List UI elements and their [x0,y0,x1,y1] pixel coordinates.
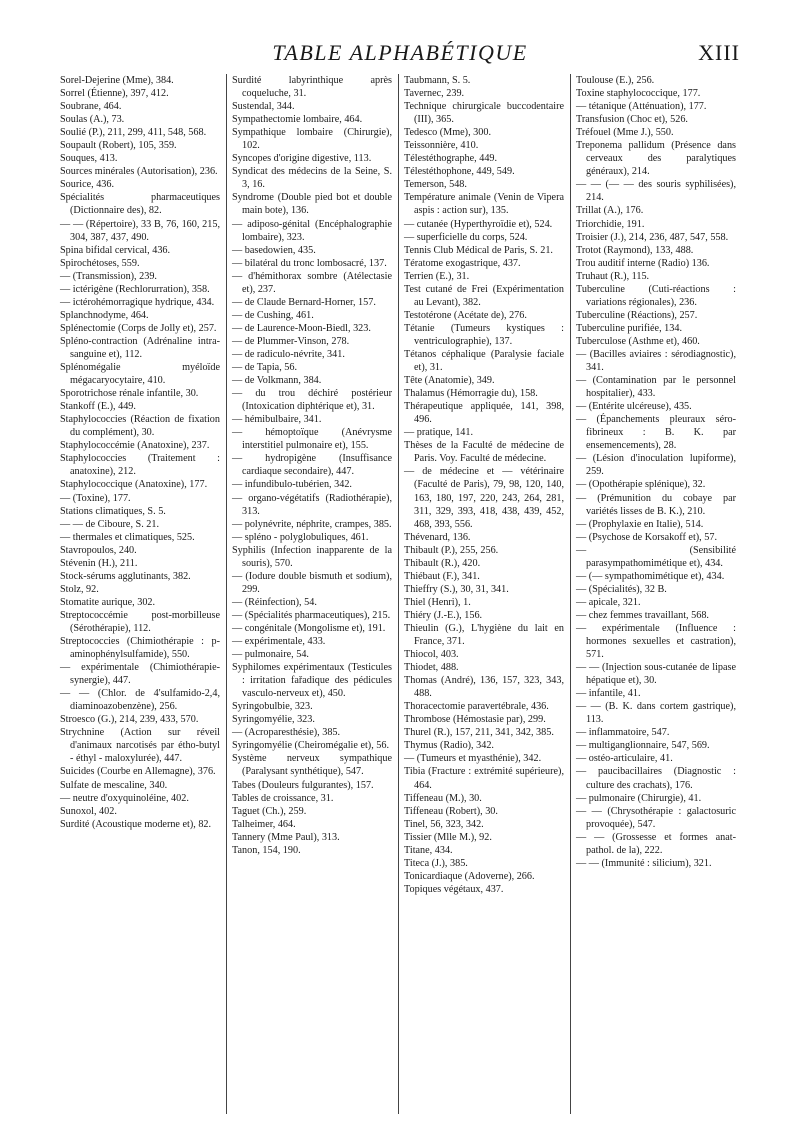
index-entry: — (Psychose de Korsakoff et), 57. [576,531,717,543]
index-entry: Tonicardiaque (Adoverne), 266. [404,870,535,882]
index-column-1 [60,74,220,831]
index-entry: Surdité (Acoustique moderne et), 82. [60,818,212,830]
index-entry: Syringobulbie, 323. [232,701,313,713]
index-entry: Tabes (Douleurs fulgurantes), 157. [232,779,374,791]
index-entry: Troisier (J.), 214, 236, 487, 547, 558. [576,231,729,243]
index-entry: — — (Chlor. de 4'sulfamido-2,4, diaminoazobenzène), 256. [60,688,220,713]
index-entry: Strychnine (Action sur réveil d'animaux narcotisés par étho-butyl - éthyl - maloxylurée), 447. [60,727,220,765]
index-entry: Truhaut (R.), 115. [576,270,650,282]
index-entry: Soupault (Robert), 105, 359. [60,140,177,152]
index-entry: — de Claude Bernard-Horner, 157. [232,296,376,308]
index-entry: Tennis Club Médical de Paris, S. 21. [404,244,553,256]
index-entry: — (Acroparesthésie), 385. [232,727,341,739]
index-entry: — (Spécialités), 32 B. [576,583,667,595]
index-entry: Surdité labyrinthique après coqueluche, 31. [232,75,392,100]
index-entry: — hémibulbaire, 341. [232,414,322,426]
index-entry: Testotérone (Acétate de), 276. [404,309,527,321]
index-entry: Tuberculine (Cuti-réactions : variations régionales), 236. [576,283,736,308]
index-entry: — de Plummer-Vinson, 278. [232,335,350,347]
index-entry: — polynévrite, néphrite, crampes, 385. [232,518,392,530]
index-entry: — (Sensibilité parasympathomimétique et), 434. [576,544,736,569]
index-entry: Stroesco (G.), 214, 239, 433, 570. [60,714,199,726]
index-entry: — (Toxine), 177. [60,492,131,504]
index-entry: Treponema pallidum (Présence dans cerveaux des paralytiques généraux), 214. [576,140,736,178]
index-entry: Thiel (Henri), 1. [404,596,471,608]
index-entry: Soulas (A.), 73. [60,114,125,126]
index-entry: — (Prophylaxie en Italie), 514. [576,518,704,530]
index-entry: Thieulin (G.), L'hygiène du lait en France, 371. [404,622,564,648]
index-entry: — (Entérite ulcéreuse), 435. [576,401,692,413]
index-entry: — hémoptoïque (Anévrysme interstitiel pulmonaire et), 155. [232,427,392,452]
index-entry: — congénitale (Mongolisme et), 191. [232,622,386,634]
index-columns [60,74,740,1124]
index-entry: Talheimer, 464. [232,818,296,830]
index-entry: — multiganglionnaire, 547, 569. [576,740,710,752]
index-entry: Télestéthographe, 449. [404,153,498,165]
index-entry: Tanon, 154, 190. [232,844,301,856]
index-entry: Thrombose (Hémostasie par), 299. [404,714,546,726]
index-entry: — de Tapia, 56. [232,362,298,374]
index-entry: Tinel, 56, 323, 342. [404,818,484,830]
index-entry: — (Lésion d'inoculation lupiforme), 259. [576,453,736,478]
index-entry: — — (Injection sous-cutanée de lipase hépatique et), 30. [576,662,736,687]
index-entry: Staphylococcies (Traitement : anatoxine), 212. [60,453,220,478]
column-divider [226,74,227,1114]
index-entry: — pulmonaire (Chirurgie), 41. [576,792,702,804]
index-entry: Sympathique lombaire (Chirurgie), 102. [232,127,392,152]
index-entry: Tuberculose (Asthme et), 460. [576,335,700,347]
index-entry: Staphylococcémie (Anatoxine), 237. [60,440,210,452]
index-entry: Télestéthophone, 449, 549. [404,166,515,178]
index-entry: Temerson, 548. [404,179,467,191]
index-entry: Trou auditif interne (Radio) 136. [576,257,710,269]
index-entry: — — (— — des souris syphilisées), 214. [576,179,736,204]
page-header [60,36,740,70]
index-column-2 [232,74,392,857]
index-entry: Stations climatiques, S. 5. [60,505,166,517]
index-entry: Sourice, 436. [60,179,115,191]
index-entry: — (Épanchements pleuraux séro-fibrineux : B. K. par ensemencements), 28. [576,414,736,452]
index-entry: Thieffry (S.), 30, 31, 341. [404,583,509,595]
index-entry: Sympathectomie lombaire, 464. [232,114,363,126]
index-entry: — expérimentale (Chimiothérapie-synergie), 447. [60,662,220,687]
index-entry: Tannery (Mme Paul), 313. [232,831,340,843]
index-entry: — (Opothérapie splénique), 32. [576,479,706,491]
index-entry: Sorrel (Étienne), 397, 412. [60,88,169,100]
index-entry: — pulmonaire, 54. [232,649,309,661]
index-entry: Tératome exogastrique, 437. [404,257,521,269]
index-entry: Thibault (P.), 255, 256. [404,544,499,556]
index-entry: Sulfate de mescaline, 340. [60,779,168,791]
index-entry: — — (Répertoire), 33 B, 76, 160, 215, 304, 387, 437, 490. [60,218,220,243]
index-entry: Syphilis (Infection inapparente de la souris), 570. [232,544,392,569]
index-entry: Tétanie (Tumeurs kystiques : ventriculographie), 137. [404,322,564,347]
index-entry: Stock-sérums agglutinants, 382. [60,570,191,582]
index-entry: Thurel (R.), 157, 211, 341, 342, 385. [404,727,554,739]
index-entry: — (Iodure double bismuth et sodium), 299. [232,570,392,595]
index-entry: Température animale (Venin de Vipera aspis : action sur), 135. [404,192,564,217]
index-entry: Thomas (André), 136, 157, 323, 343, 488. [404,675,564,700]
index-entry: Sporotrichose rénale infantile, 30. [60,388,199,400]
index-entry: Test cutané de Frei (Expérimentation au Levant), 382. [404,283,564,308]
index-entry: Toulouse (E.), 256. [576,75,655,86]
index-entry: Spléno-contraction (Adrénaline intra-sanguine et), 112. [60,335,220,360]
index-entry: Spirochétoses, 559. [60,257,140,269]
index-entry: Stomatite aurique, 302. [60,596,156,608]
index-entry: Sustendal, 344. [232,101,295,113]
index-entry: Technique chirurgicale buccodentaire (III), 365. [404,101,564,126]
index-entry: Staphylococcies (Réaction de fixation du complément), 30. [60,414,220,439]
index-entry: — thermales et climatiques, 525. [60,531,195,543]
index-entry: — superficielle du corps, 524. [404,231,528,243]
index-entry: Triorchidie, 191. [576,218,645,230]
index-entry: — chez femmes travaillant, 568. [576,609,709,621]
index-entry: Système nerveux sympathique (Paralysant synthétique), 547. [232,753,392,778]
index-entry: — de médecine et — vétérinaire (Faculté de Paris), 79, 98, 120, 140, 163, 180, 197, 220, 243, 264, 281, 311, 329, 393, 418, 438, 439, 452, 468, 393, 556. [404,466,564,530]
index-entry: Trillat (A.), 176. [576,205,644,217]
index-entry: Trotot (Raymond), 133, 488. [576,244,694,256]
index-entry: Thiodet, 488. [404,662,459,674]
index-entry: Suicides (Courbe en Allemagne), 376. [60,766,216,778]
index-entry: Thiébaut (F.), 341. [404,570,480,582]
index-entry: — de Laurence-Moon-Biedl, 323. [232,322,371,334]
index-entry: — apicale, 321. [576,596,641,608]
index-entry: Sunoxol, 402. [60,805,117,817]
index-entry: Tiffeneau (Robert), 30. [404,805,498,817]
index-entry: — (Réinfection), 54. [232,596,317,608]
index-entry: Streptococcies (Chimiothérapie : p-aminophénylsulfamide), 550. [60,636,220,661]
index-entry: — — (Grossesse et formes anat-pathol. de la), 222. [576,831,736,856]
index-entry: Tétanos céphalique (Paralysie faciale et), 31. [404,348,564,374]
index-entry: Titane, 434. [404,844,453,856]
index-column-4 [576,74,736,870]
index-entry: — de radiculo-névrite, 341. [232,348,345,360]
index-entry: Taguet (Ch.), 259. [232,805,307,817]
index-entry: Tête (Anatomie), 349. [404,375,495,387]
index-entry: — neutre d'oxyquinoléine, 402. [60,792,189,804]
index-entry: Splénectomie (Corps de Jolly et), 257. [60,322,217,334]
index-entry: Sorel-Dejerine (Mme), 384. [60,75,174,86]
index-entry: — basedowien, 435. [232,244,316,256]
index-entry: — — (B. K. dans cortem gastrique), 113. [576,701,736,726]
index-entry: Sources minérales (Autorisation), 236. [60,166,218,178]
index-entry: — — (Chrysothérapie : galactosuric provoquée), 547. [576,805,736,830]
index-entry: Syncopes d'origine digestive, 113. [232,153,372,165]
index-entry: — d'hémithorax sombre (Atélectasie et), 237. [232,270,392,295]
index-entry: Tavernec, 239. [404,88,465,100]
index-entry: — inflammatoire, 547. [576,727,670,739]
index-entry: — organo-végétatifs (Radiothérapie), 313. [232,492,392,517]
index-entry: Thalamus (Hémorragie du), 158. [404,388,538,400]
index-entry: — pratique, 141. [404,427,474,439]
index-entry: Thiocol, 403. [404,649,459,661]
page-title: TABLE ALPHABÉTIQUE [272,40,528,65]
index-entry: — infantile, 41. [576,688,641,700]
index-entry: — infundibulo-tubérien, 342. [232,479,352,491]
index-entry: Souques, 413. [60,153,118,165]
index-entry: — ictérigène (Rechlorurration), 358. [60,283,210,295]
index-entry: — ictérohémorragique hydrique, 434. [60,296,215,308]
index-entry: — cutanée (Hyperthyroïdie et), 524. [404,218,553,230]
index-entry: Tables de croissance, 31. [232,792,334,804]
index-entry: Tréfouel (Mme J.), 550. [576,127,674,139]
index-entry: Tuberculine purifiée, 134. [576,322,683,334]
page-number: XIII [698,40,740,65]
column-divider [570,74,571,1114]
index-entry: — du trou déchiré postérieur (Intoxication diphtérique et), 31. [232,388,392,413]
index-entry: Soubrane, 464. [60,101,122,113]
index-entry: — — de Ciboure, S. 21. [60,518,160,530]
index-entry: Syringomyélie (Cheiromégalie et), 56. [232,740,390,752]
index-entry: Spécialités pharmaceutiques (Dictionnaire des), 82. [60,192,220,217]
index-entry: Transfusion (Choc et), 526. [576,114,688,126]
index-entry: — hydropigène (Insuffisance cardiaque secondaire), 447. [232,453,392,478]
index-entry: — de Volkmann, 384. [232,375,322,387]
index-entry: Thévenard, 136. [404,531,471,543]
index-entry: Taubmann, S. 5. [404,75,471,86]
index-entry: Tiffeneau (M.), 30. [404,792,482,804]
index-entry: Thérapeutique appliquée, 141, 398, 496. [404,401,564,426]
index-entry: Syphilomes expérimentaux (Testicules : irritation fařadique des pédicules vasculo-nerveux et), 450. [232,662,392,700]
index-entry: Toxine staphylococcique, 177. [576,88,701,100]
index-entry: — paucibacillaires (Diagnostic : culture des crachats), 176. [576,766,736,791]
index-entry: Streptococcémie post-morbilleuse (Sérothérapie), 112. [60,609,220,634]
index-entry: Splanchnodyme, 464. [60,309,149,321]
column-divider [398,74,399,1114]
index-entry: Stavropoulos, 240. [60,544,137,556]
index-entry: Titeca (J.), 385. [404,857,468,869]
index-entry: — de Cushing, 461. [232,309,314,321]
index-entry: Tibia (Fracture : extrémité supérieure), 464. [404,766,564,791]
index-entry: — — (Immunité : silicium), 321. [576,857,712,869]
index-entry: Tissier (Mlle M.), 92. [404,831,492,843]
index-entry: Topiques végétaux, 437. [404,883,504,895]
index-entry: Thibault (R.), 420. [404,557,481,569]
index-entry: Syndrome (Double pied bot et double main bote), 136. [232,192,392,217]
index-entry: — expérimentale, 433. [232,636,326,648]
index-entry: — adiposo-génital (Encéphalographie lombaire), 323. [232,218,392,243]
index-entry: Tuberculine (Réactions), 257. [576,309,698,321]
index-entry: Teissonnière, 410. [404,140,479,152]
index-entry: — (Transmission), 239. [60,270,157,282]
index-entry: — tétanique (Atténuation), 177. [576,101,707,113]
index-entry: Splénomégalie myéloïde mégacaryocytaire, 410. [60,362,220,387]
index-entry: Terrien (E.), 31. [404,270,470,282]
index-entry: Stankoff (E.), 449. [60,401,136,413]
index-entry: Thiéry (J.-E.), 156. [404,609,483,621]
index-entry: — (Spécialités pharmaceutiques), 215. [232,609,391,621]
index-entry: Syringomyélie, 323. [232,714,315,726]
index-entry: Spina bifidal cervical, 436. [60,244,171,256]
index-entry: — spléno - polyglobuliques, 461. [232,531,369,543]
index-entry: — ostéo-articulaire, 41. [576,753,673,765]
index-entry: Thoracectomie paravertébrale, 436. [404,701,549,713]
index-column-3 [404,74,564,896]
index-entry: Stolz, 92. [60,583,99,595]
index-entry: — bilatéral du tronc lombosacré, 137. [232,257,387,269]
index-entry: Staphylococcique (Anatoxine), 177. [60,479,208,491]
index-entry: — (— sympathomimétique et), 434. [576,570,725,582]
index-entry: Soulié (P.), 211, 299, 411, 548, 568. [60,127,207,139]
index-entry: — (Bacilles aviaires : sérodiagnostic), 341. [576,348,736,374]
index-entry: — (Tumeurs et myasthénie), 342. [404,753,542,765]
index-entry: Thymus (Radio), 342. [404,740,494,752]
index-entry: Tedesco (Mme), 300. [404,127,491,139]
index-entry: — (Prémunition du cobaye par variétés lisses de B. K.), 210. [576,492,736,517]
index-entry: — (Contamination par le personnel hospitalier), 433. [576,375,736,400]
index-entry: Stévenin (H.), 211. [60,557,138,569]
index-entry: Syndicat des médecins de la Seine, S. 3, 16. [232,166,392,191]
index-entry: — expérimentale (Influence : hormones sexuelles et castration), 571. [576,622,736,661]
index-entry: Thèses de la Faculté de médecine de Paris. Voy. Faculté de médecine. [404,440,564,465]
